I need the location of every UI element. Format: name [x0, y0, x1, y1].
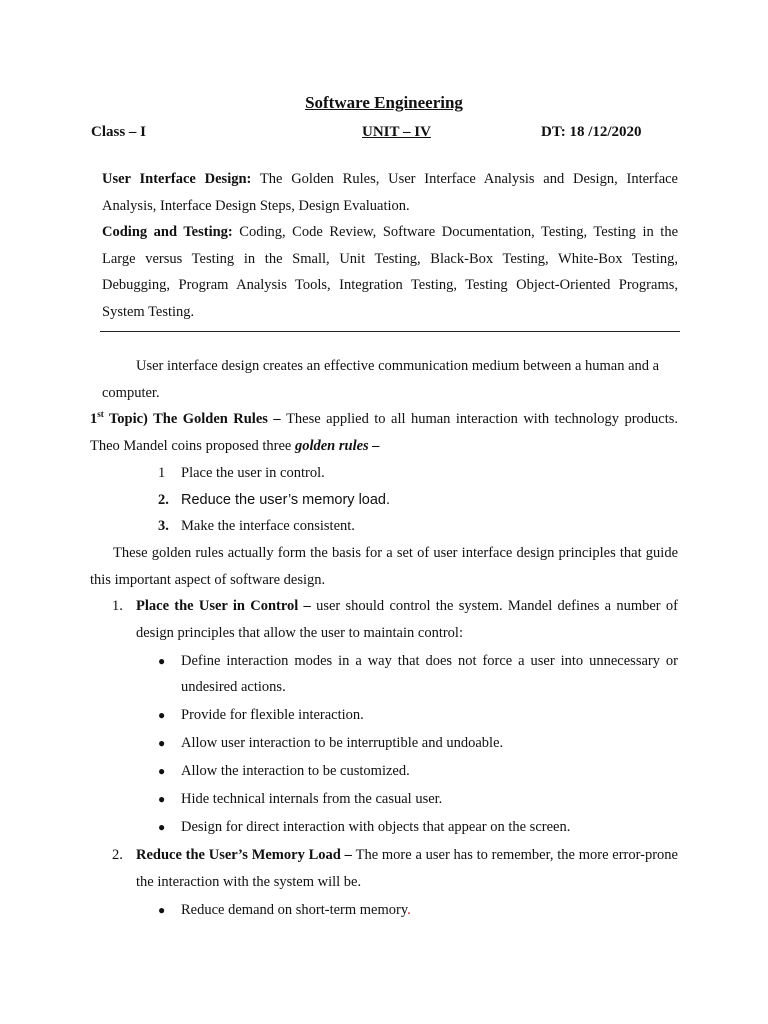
- bullet-text: Provide for flexible interaction.: [181, 707, 364, 724]
- list-item: [0, 487, 768, 514]
- bullet-icon: ●: [158, 764, 166, 779]
- rule-text: Place the user in control.: [181, 464, 325, 481]
- syllabus-ui-heading: User Interface Design:: [102, 171, 252, 187]
- syllabus-block: [102, 166, 678, 325]
- syllabus-ct: [102, 219, 678, 325]
- topic-superscript: st: [97, 409, 104, 420]
- class-label: Class – I: [91, 124, 147, 140]
- list-item: [0, 897, 768, 924]
- rule-number: 2.: [158, 491, 169, 508]
- bullet-text: Allow the interaction to be customized.: [181, 763, 410, 780]
- bullet-icon: ●: [158, 736, 166, 751]
- list-item: [0, 758, 768, 785]
- section-number: 2.: [112, 847, 123, 864]
- control-principles-list: [0, 648, 768, 841]
- list-item: [0, 460, 768, 487]
- section-heading: Reduce the User’s Memory Load –: [136, 847, 356, 864]
- bullet-text: Define interaction modes in a way that does not force a user into unnecessary or undesired actions.: [181, 652, 678, 696]
- list-item: [0, 786, 768, 813]
- golden-rules-list: [0, 460, 768, 540]
- list-item: [0, 648, 768, 701]
- golden-rules-label: golden rules –: [294, 438, 380, 455]
- memory-principles-list: [0, 897, 768, 924]
- syllabus-ui-text: The Golden Rules, User Interface Analysis and Design, Interface Analysis, Interface Design Steps, Design Evaluation.: [102, 171, 678, 214]
- topic-heading: Topic) The Golden Rules –: [103, 411, 287, 428]
- topic-text: These applied to all human interaction with technology products. Theo Mandel coins proposed three: [90, 411, 678, 455]
- rule-text: Make the interface consistent.: [181, 518, 355, 535]
- section-place-user-in-control: [0, 593, 768, 646]
- bullet-icon: ●: [158, 708, 166, 723]
- bullet-icon: ●: [158, 792, 166, 807]
- rule-number: 3.: [158, 518, 169, 535]
- list-item: [0, 730, 768, 757]
- bullet-text: Hide technical internals from the casual user.: [181, 791, 443, 808]
- topic-paragraph: [0, 406, 768, 459]
- bullet-text: Design for direct interaction with objects that appear on the screen.: [181, 819, 571, 836]
- bullet-icon: ●: [158, 820, 166, 835]
- bullet-icon: ●: [158, 902, 166, 917]
- list-item: [0, 513, 768, 540]
- rule-text: Reduce the user’s memory load.: [181, 491, 391, 508]
- syllabus-ct-text: Coding, Code Review, Software Documentation, Testing, Testing in the Large versus Testing in the Small, Unit Testing, Black-Box Testing, White-Box Testing, Debugging, Program Analysis Tools, Integration Testing, Testing Object-Oriented Programs, System Testing.: [102, 224, 678, 320]
- section-heading: Place the User in Control –: [136, 598, 317, 615]
- section-text: The more a user has to remember, the more error-prone the interaction with the system will be.: [136, 847, 678, 891]
- bullet-icon: ●: [158, 653, 166, 668]
- bullet-text: Allow user interaction to be interruptible and undoable.: [181, 735, 504, 752]
- list-item: [0, 814, 768, 841]
- basis-paragraph: These golden rules actually form the basis for a set of user interface design principles that guide this important aspect of software design.: [90, 544, 678, 588]
- section-text: user should control the system. Mandel defines a number of design principles that allow the user to maintain control:: [136, 598, 678, 642]
- syllabus-ct-heading: Coding and Testing:: [102, 224, 233, 240]
- rule-number: 1: [158, 464, 166, 481]
- divider: [100, 331, 680, 332]
- topic-number: 1: [90, 411, 98, 428]
- syllabus-ui: [102, 166, 678, 219]
- date-label: DT: 18 /12/2020: [541, 124, 642, 140]
- bullet-period: .: [407, 901, 411, 918]
- page-title: Software Engineering: [305, 93, 463, 112]
- unit-label: UNIT – IV: [362, 124, 431, 140]
- section-number: 1.: [112, 598, 123, 615]
- intro-paragraph: User interface design creates an effective communication medium between a human and a computer.: [102, 358, 660, 401]
- document-body: [0, 353, 768, 925]
- list-item: [0, 702, 768, 729]
- bullet-text: Reduce demand on short-term memory: [181, 901, 408, 918]
- section-reduce-memory-load: [0, 842, 768, 895]
